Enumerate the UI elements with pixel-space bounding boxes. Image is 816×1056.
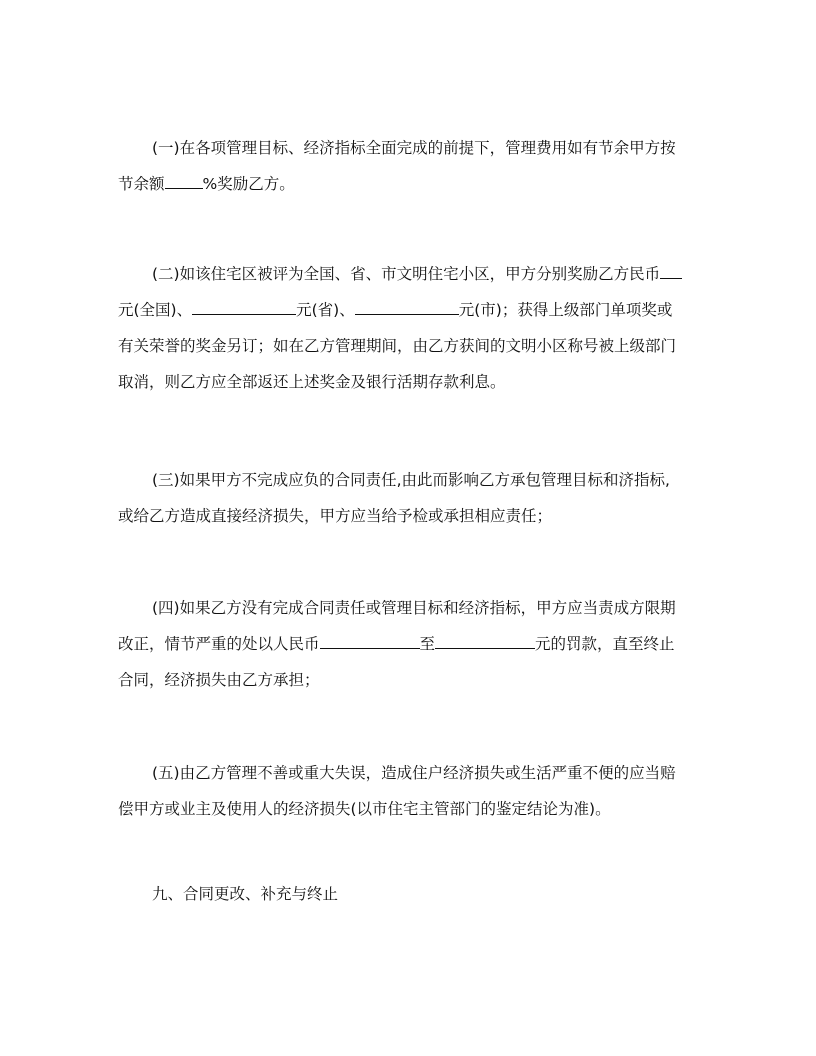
clause-4-text: 合同，经济损失由乙方承担； — [118, 671, 320, 689]
clause-5-text: 偿甲方或业主及使用人的经济损失(以市住宅主管部门的鉴定结论为准)。 — [118, 800, 611, 818]
clause-3-text: 或给乙方造成直接经济损失，甲方应当给予检或承担相应责任； — [118, 507, 553, 525]
clause-1-text: 节余额 — [118, 175, 165, 193]
clause-2-text: 取消，则乙方应全部返还上述奖金及银行活期存款利息。 — [118, 373, 506, 391]
clause-5-text: (五)由乙方管理不善或重大失误，造成住户经济损失或生活严重不便的应当赔 — [152, 764, 676, 782]
clause-5-line-2 — [118, 791, 698, 827]
clause-4-line-2 — [118, 626, 698, 662]
clause-2-line-3 — [118, 328, 698, 364]
fill-blank-province-amount[interactable] — [192, 298, 296, 315]
clause-4-text: 改正，情节严重的处以人民币 — [118, 635, 320, 653]
clause-2-line-1 — [118, 256, 698, 292]
clause-3-line-1 — [118, 462, 698, 498]
clause-2-text: 元(全国)、 — [118, 301, 193, 319]
fill-blank-city-amount[interactable] — [355, 298, 459, 315]
clause-5-line-1 — [118, 755, 698, 791]
fill-blank-fine-max[interactable] — [435, 632, 535, 649]
clause-5 — [118, 755, 698, 827]
clause-2-text: 有关荣誉的奖金另订；如在乙方管理期间，由乙方获间的文明小区称号被上级部门 — [118, 337, 677, 355]
section-9-heading — [118, 876, 698, 912]
clause-3 — [118, 462, 698, 534]
clause-1-line-2 — [118, 166, 698, 202]
fill-blank-amount[interactable] — [660, 262, 682, 279]
clause-3-text: (三)如果甲方不完成应负的合同责任,由此而影响乙方承包管理目标和济指标, — [152, 471, 670, 489]
fill-blank-percent[interactable] — [165, 172, 203, 189]
clause-1 — [118, 130, 698, 202]
clause-2-text: (二)如该住宅区被评为全国、省、市文明住宅小区，甲方分别奖励乙方民币 — [152, 265, 661, 283]
clause-1-text: (一)在各项管理目标、经济指标全面完成的前提下，管理费用如有节余甲方按 — [152, 139, 676, 157]
clause-3-line-2 — [118, 498, 698, 534]
clause-1-text: %奖励乙方。 — [202, 175, 295, 193]
clause-4-text: 至 — [419, 635, 436, 653]
clause-4-text: (四)如果乙方没有完成合同责任或管理目标和经济指标，甲方应当责成方限期 — [152, 599, 676, 617]
clause-2-text: 元(市)；获得上级部门单项奖或 — [458, 301, 673, 319]
section-9-title: 九、合同更改、补充与终止 — [152, 885, 339, 903]
clause-2-line-4 — [118, 364, 698, 400]
clause-2 — [118, 256, 698, 400]
clause-4-text: 元的罚款，直至终止 — [535, 635, 675, 653]
clause-4-line-3 — [118, 662, 698, 698]
clause-2-text: 元(省)、 — [296, 301, 355, 319]
clause-1-line-1 — [118, 130, 698, 166]
section-9-line — [118, 876, 698, 912]
clause-2-line-2 — [118, 292, 698, 328]
clause-4-line-1 — [118, 590, 698, 626]
clause-4 — [118, 590, 698, 698]
fill-blank-fine-min[interactable] — [320, 632, 420, 649]
